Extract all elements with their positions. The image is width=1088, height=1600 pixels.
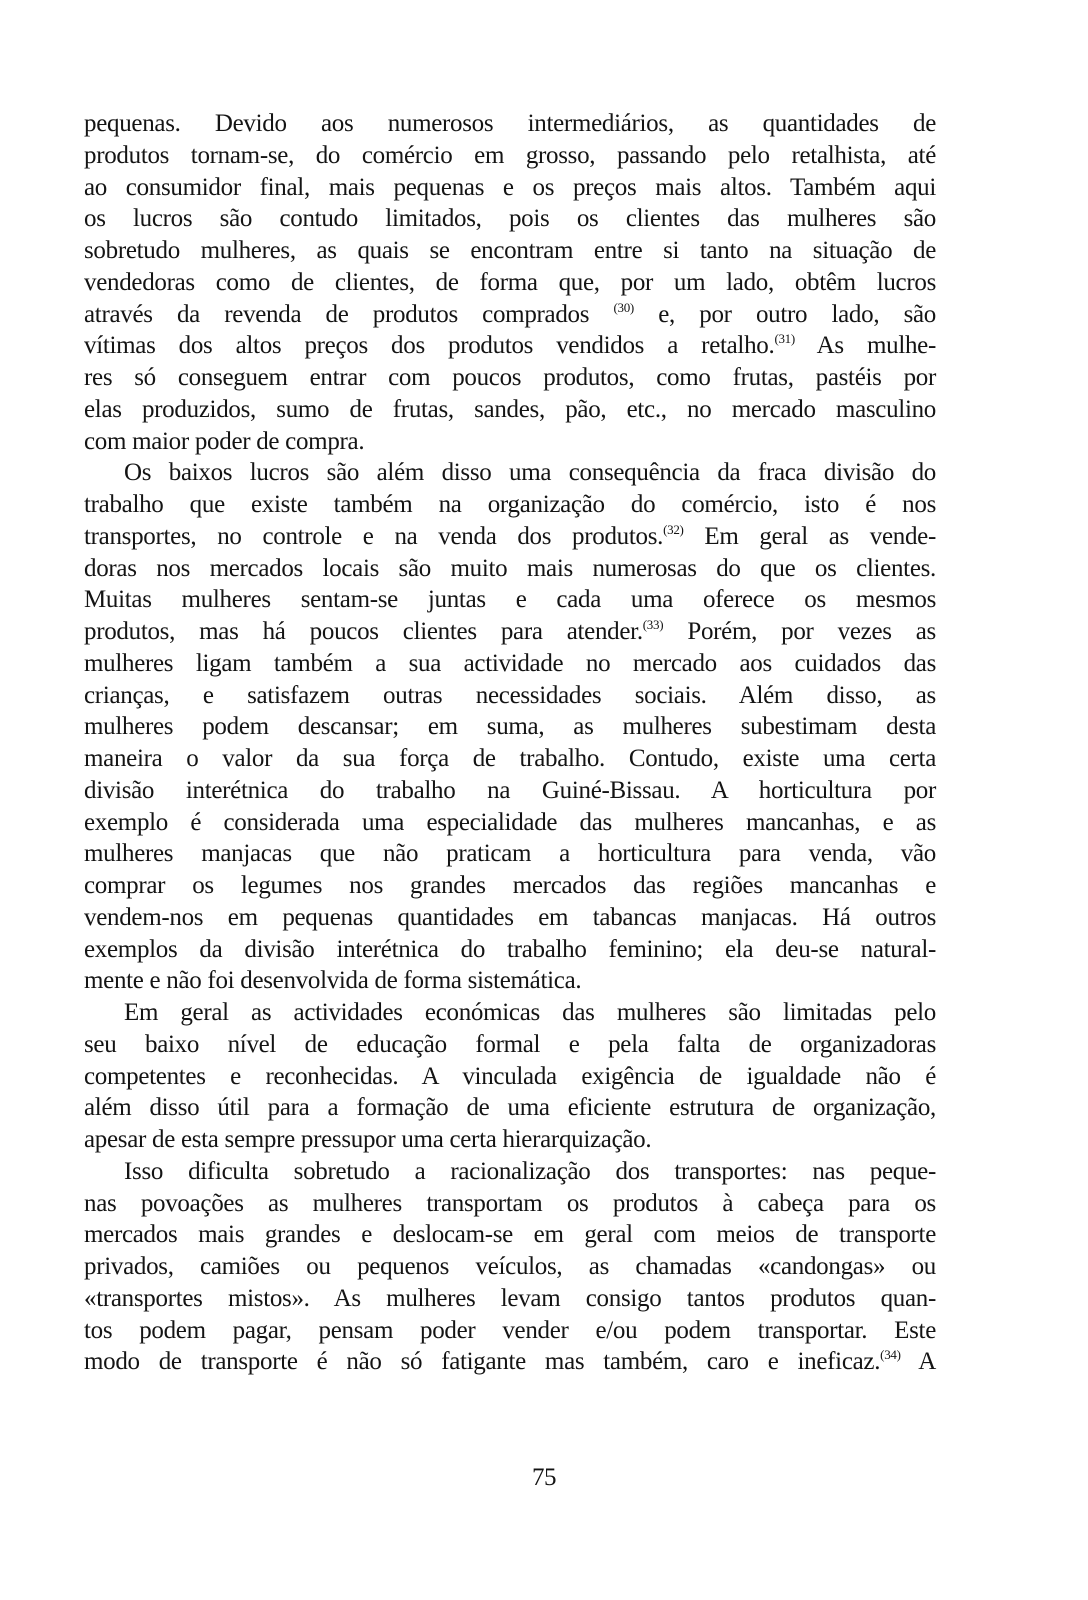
text-line: Em geral as actividades económicas das mulheres são limitadas pelo [124,999,936,1026]
footnote-marker: (31) [774,331,795,347]
text-line: privados, camiões ou pequenos veículos, as chamadas «candongas» ou [84,1253,936,1280]
text-line: tos podem pagar, pensam poder vender e/ou podem transportar. Este [84,1316,936,1344]
text-line: nas povoações as mulheres transportam os produtos à cabeça para os [84,1189,936,1217]
text-line: vítimas dos altos preços dos produtos vendidos a retalho.$^{(31)}$ As mulhe- [84,331,936,360]
footnote-marker: (30) [613,299,634,315]
text-line: produtos tornam-se, do comércio em grosso, passando pelo retalhista, até [84,141,936,169]
footnote-marker: (33) [642,617,664,632]
text-line: pequenas. Devido aos numerosos intermediários, as quantidades de [84,110,936,137]
text-line: mulheres ligam também a sua actividade no mercado aos cuidados das [84,649,936,677]
text-line: modo de transporte é não só fatigante mas também, caro e ineficaz.$^{(34)}$ A [84,1347,936,1376]
text-line: exemplos da divisão interétnica do trabalho feminino; ela deu-se natural- [84,935,936,963]
text-line: maneira o valor da sua força de trabalho. Contudo, existe uma certa [84,745,936,772]
text-line: «transportes mistos». As mulheres levam consigo tantos produtos quan- [84,1284,936,1312]
text-line: transportes, no controle e na venda dos produtos.$^{(32)}$ Em geral as vende- [84,521,936,550]
text-line: através da revenda de produtos comprados $^{(30)}$ e, por outro lado, são [84,299,936,328]
text-line: os lucros são contudo limitados, pois os clientes das mulheres são [84,205,936,233]
text-line: mente e não foi desenvolvida de forma sistemática. [84,967,582,995]
text-line: exemplo é considerada uma especialidade das mulheres mancanhas, e as [84,808,936,836]
text-line: doras nos mercados locais são muito mais numerosas do que os clientes. [84,554,936,582]
text-line: Isso dificulta sobretudo a racionalização dos transportes: nas peque- [124,1157,936,1185]
text-line: vendem-nos em pequenas quantidades em tabancas manjacas. Há outros [84,903,936,931]
text-line: produtos, mas há poucos clientes para atender.$^{(33)}$ Porém, por vezes as [84,617,936,645]
text-line: além disso útil para a formação de uma eficiente estrutura de organização, [84,1094,936,1122]
text-line: seu baixo nível de educação formal e pela falta de organizadoras [84,1030,936,1058]
text-line: elas produzidos, sumo de frutas, sandes, pão, etc., no mercado masculino [84,395,936,423]
text-line: vendedoras como de clientes, de forma que, por um lado, obtêm lucros [84,268,936,296]
text-line: trabalho que existe também na organização do comércio, isto é nos [84,491,936,518]
text-line: com maior poder de compra. [84,427,365,455]
text-line: comprar os legumes nos grandes mercados das regiões mancanhas e [84,872,936,899]
text-line: sobretudo mulheres, as quais se encontram entre si tanto na situação de [84,237,936,264]
text-line: mulheres podem descansar; em suma, as mulheres subestimam desta [84,713,936,741]
text-line: mercados mais grandes e deslocam-se em geral com meios de transporte [84,1221,936,1249]
text-line: divisão interétnica do trabalho na Guiné-Bissau. A horticultura por [84,776,936,804]
text-line: mulheres manjacas que não praticam a horticultura para venda, vão [84,840,936,868]
footnote-marker: (34) [880,1347,901,1363]
text-line: Muitas mulheres sentam-se juntas e cada uma oferece os mesmos [84,586,936,614]
text-line: competentes e reconhecidas. A vinculada exigência de igualdade não é [84,1062,936,1090]
footnote-marker: (32) [663,521,684,537]
text-line: crianças, e satisfazem outras necessidades sociais. Além disso, as [84,681,936,709]
text-line: res só conseguem entrar com poucos produtos, como frutas, pastéis por [84,364,936,391]
text-line: ao consumidor final, mais pequenas e os preços mais altos. Também aqui [84,173,936,201]
page-number: 75 [532,1464,556,1491]
text-line: apesar de esta sempre pressupor uma certa hierarquização. [84,1126,652,1153]
text-line: Os baixos lucros são além disso uma consequência da fraca divisão do [124,459,936,487]
